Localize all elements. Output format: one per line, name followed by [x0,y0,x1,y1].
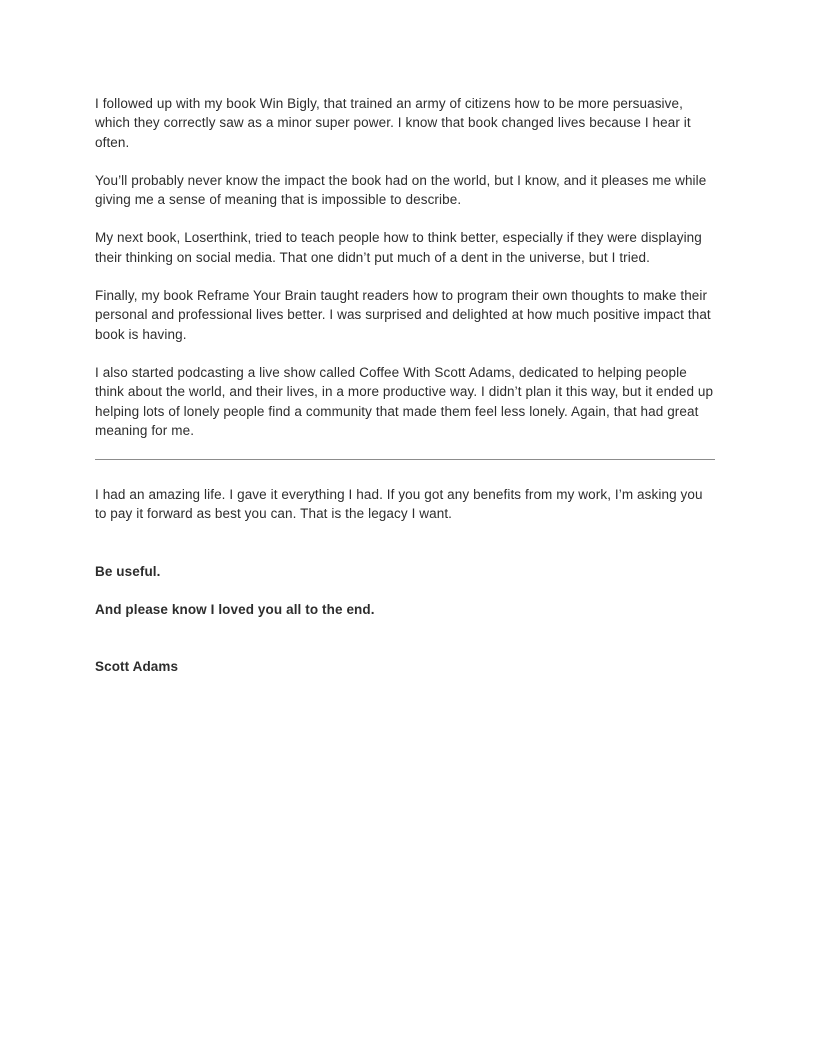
closing-be-useful: Be useful. [95,563,161,579]
paragraph-loserthink: My next book, Loserthink, tried to teach people how to think better, especially if they were displaying their thinking on social media. That one didn’t put much of a dent in the universe, but I tried. [95,230,702,265]
paragraph-podcast: I also started podcasting a live show called Coffee With Scott Adams, dedicated to helping people think about the world, and their lives, in a more productive way. I didn’t plan it this way, but it ended up helping lots of lonely people find a community that made them feel less lonely. Again, that had great meaning for me. [95,364,714,438]
paragraph-reframe-your-brain: Finally, my book Reframe Your Brain taught readers how to program their own thoughts to make their personal and professional lives better. I was surprised and delighted at how much positive impact that book is having. [95,288,711,342]
paragraph-impact: You’ll probably never know the impact the book had on the world, but I know, and it pleases me while giving me a sense of meaning that is impossible to describe. [95,172,707,208]
paragraph-win-bigly: I followed up with my book Win Bigly, that trained an army of citizens how to be more persuasive, which they correctly saw as a minor super power. I know that book changed lives because I hear it often. [95,96,691,150]
closing-farewell: And please know I loved you all to the end. [95,602,375,618]
signature-name: Scott Adams [95,659,179,675]
paragraph-legacy: I had an amazing life. I gave it everything I had. If you got any benefits from my work, I’m asking you to pay it forward as best you can. That is the legacy I want. [95,487,703,522]
horizontal-divider [95,459,715,460]
